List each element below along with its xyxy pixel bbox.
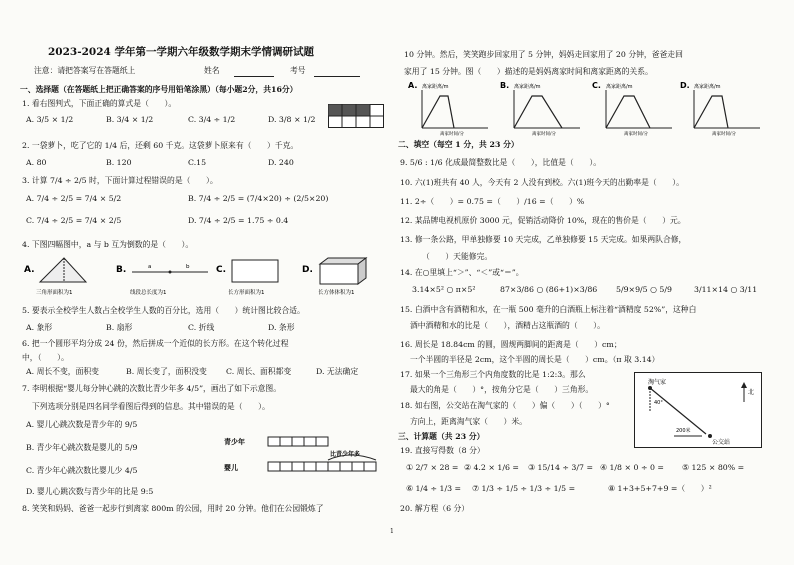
q6: 6. 把一个圆形平均分成 24 份，然后拼成一个近似的长方形。在这个转化过程 bbox=[22, 339, 289, 348]
q8-graphs bbox=[408, 80, 768, 136]
map-label-bus: 公交站 bbox=[712, 439, 731, 446]
q5-option-d[interactable]: D. 条形 bbox=[268, 323, 295, 332]
q4-label-c: 长方形面积为1 bbox=[228, 290, 265, 296]
q12: 12. 某品牌电视机原价 3000 元，促销活动降价 10%，现在的售价是（ ）元。 bbox=[400, 216, 686, 225]
q4: 4. 下图四幅图中，a 与 b 互为倒数的是（ ）。 bbox=[22, 240, 194, 249]
q7-option-b[interactable]: B. 青少年心跳次数是婴儿的 5/9 bbox=[26, 443, 138, 452]
q7-label-more: 比青少年多 bbox=[330, 451, 361, 458]
q8-cont-2: 家用了 15 分钟。图（ ）描述的是妈妈离家时间和离家距离的关系。 bbox=[404, 67, 653, 76]
q16-cont: 一个半圆的半径是 2cm，这个半圆的周长是（ ）cm。（π 取 3.14） bbox=[410, 355, 660, 364]
q1: 1. 看右图判式，下面正确的算式是（ ）。 bbox=[22, 99, 177, 108]
q4-figures bbox=[22, 254, 394, 302]
section-3-heading: 三、计算题（共 23 分） bbox=[398, 432, 485, 441]
graph-d-letter: D. bbox=[680, 81, 690, 90]
q2-option-b[interactable]: B. 120 bbox=[106, 158, 132, 167]
q5-option-b[interactable]: B. 扇形 bbox=[106, 323, 133, 332]
q7-option-d[interactable]: D. 婴儿心跳次数与青少年的比是 9:5 bbox=[26, 487, 154, 496]
q19-item-5[interactable]: ⑤ 125 × 80% = bbox=[682, 463, 745, 472]
q4-label-b: 线段总长度为1 bbox=[130, 290, 167, 296]
q2-option-c[interactable]: C.15 bbox=[188, 158, 207, 167]
q4-letter-c: C. bbox=[216, 265, 227, 275]
q20: 20. 解方程（6 分） bbox=[400, 504, 470, 513]
q19: 19. 直接写得数（8 分） bbox=[400, 446, 485, 455]
map-label-scale: 200米 bbox=[676, 428, 691, 434]
svg-text:b: b bbox=[186, 264, 190, 270]
q14: 14. 在○里填上“＞”、“＜”或“＝”。 bbox=[400, 268, 524, 277]
q16: 16. 周长是 18.84cm 的圆，圆规两脚间的距离是（ ）cm； bbox=[400, 340, 622, 349]
section-1-heading: 一、选择题（在答题纸上把正确答案的序号用铅笔涂黑）（每小题2分，共16分） bbox=[20, 85, 298, 94]
graph-b-letter: B. bbox=[500, 81, 510, 90]
q2-option-d[interactable]: D. 240 bbox=[268, 158, 294, 167]
q3-option-c[interactable]: C. 7/4 ÷ 2/5 = 7/4 × 2/5 bbox=[26, 216, 122, 225]
q2: 2. 一袋萝卜，吃了它的 1/4 后，还剩 60 千克。这袋萝卜原来有（ ）千克。 bbox=[22, 141, 299, 150]
q19-item-3[interactable]: ③ 15/14 ÷ 3/7 = bbox=[528, 463, 593, 472]
graph-a-xlabel: 离家时间/分 bbox=[440, 132, 465, 136]
exam-label: 考号 bbox=[290, 66, 306, 75]
name-blank[interactable] bbox=[234, 76, 274, 77]
section-2-heading: 二、填空（每空 1 分，共 23 分） bbox=[398, 140, 519, 149]
q1-option-b[interactable]: B. 3/4 × 1/2 bbox=[106, 115, 154, 124]
q19-item-7[interactable]: ⑦ 1/3 ÷ 1/5 ÷ 1/3 ÷ 1/5 = bbox=[472, 484, 576, 493]
name-label: 姓名 bbox=[204, 66, 220, 75]
q1-option-c[interactable]: C. 3/4 ÷ 1/2 bbox=[188, 115, 236, 124]
page-title: 2023-2024 学年第一学期六年级数学期末学情调研试题 bbox=[48, 46, 314, 58]
q7-label-teen: 青少年 bbox=[224, 438, 245, 446]
q19-item-6[interactable]: ⑥ 1/4 ÷ 1/3 = bbox=[406, 484, 462, 493]
q7-cont: 下列选项分别是四名同学看图后得到的信息。其中错误的是（ ）。 bbox=[32, 402, 270, 411]
q4-letter-a: A. bbox=[24, 265, 35, 275]
q6-option-c[interactable]: C. 周长、面积都变 bbox=[226, 367, 292, 376]
q14-item-2[interactable]: 87×3/86 ○ (86+1)×3/86 bbox=[500, 285, 598, 294]
graph-a-ylabel: 离家距离/m bbox=[422, 84, 449, 90]
graph-d bbox=[680, 81, 760, 136]
q5: 5. 要表示全校学生人数占全校学生人数的百分比，选用（ ）统计图比较合适。 bbox=[22, 306, 305, 315]
q6-option-b[interactable]: B. 周长变了，面积没变 bbox=[126, 367, 207, 376]
q8: 8. 笑笑和妈妈、爸爸一起步行到离家 800m 的公园，用时 20 分钟。他们在公园锻炼了 bbox=[22, 504, 324, 513]
graph-c bbox=[592, 81, 672, 136]
q5-option-c[interactable]: C. 折线 bbox=[188, 323, 215, 332]
q19-item-4[interactable]: ④ 1/8 × 0 ÷ 0 = bbox=[600, 463, 664, 472]
q3-option-a[interactable]: A. 7/4 ÷ 2/5 = 7/4 × 5/2 bbox=[26, 194, 122, 203]
q9: 9. 5/6 : 1/6 化成最简整数比是（ ），比值是（ ）。 bbox=[400, 158, 602, 167]
q7: 7. 李明根据“婴儿每分钟心跳的次数比青少年多 4/5”，画出了如下示意图。 bbox=[22, 384, 282, 393]
q3-option-d[interactable]: D. 7/4 ÷ 2/5 = 1.75 ÷ 0.4 bbox=[188, 216, 289, 225]
q1-option-d[interactable]: D. 3/8 × 1/2 bbox=[268, 115, 316, 124]
page-number: 1 bbox=[390, 528, 394, 535]
q6-cont: 中，（ ）。 bbox=[22, 353, 69, 362]
q7-option-c[interactable]: C. 青少年心跳次数比婴儿少 4/5 bbox=[26, 466, 138, 475]
q15-cont: 酒中酒精和水的比是（ ），酒精占这瓶酒的（ ）。 bbox=[410, 321, 605, 330]
q5-option-a[interactable]: A. 象形 bbox=[26, 323, 53, 332]
q18-map bbox=[634, 372, 762, 448]
svg-text:a: a bbox=[148, 264, 152, 270]
graph-a bbox=[408, 81, 488, 136]
q15: 15. 白酒中含有酒精和水，在一瓶 500 毫升的白酒瓶上标注着“酒精度 52%”，这种白 bbox=[400, 305, 697, 314]
q18: 18. 如右图，公交站在淘气家的（ ）偏（ ）（ ）° bbox=[400, 401, 610, 410]
q13: 13. 修一条公路，甲单独修要 10 天完成，乙单独修要 15 天完成。如果两队合修， bbox=[400, 235, 687, 244]
q14-item-3[interactable]: 5/9×9/5 ○ 5/9 bbox=[616, 285, 672, 294]
graph-c-ylabel: 离家距离/m bbox=[606, 84, 633, 90]
map-label-north: 北 bbox=[748, 389, 755, 396]
graph-d-xlabel: 离家时间/分 bbox=[712, 132, 737, 136]
q3: 3. 计算 7/4 ÷ 2/5 时，下面计算过程错误的是（ ）。 bbox=[22, 176, 218, 185]
q1-option-a[interactable]: A. 3/5 × 1/2 bbox=[26, 115, 74, 124]
q4-label-a: 三角形面积为1 bbox=[36, 290, 73, 296]
notice: 注意：请把答案写在答题纸上 bbox=[34, 66, 136, 75]
q14-item-4[interactable]: 3/11×14 ○ 3/11 bbox=[694, 285, 758, 294]
q11: 11. 2÷（ ）= 0.75 =（ ）/16 =（ ）% bbox=[400, 197, 585, 206]
graph-c-letter: C. bbox=[592, 81, 601, 90]
q6-option-a[interactable]: A. 周长不变，面积变 bbox=[26, 367, 99, 376]
q3-option-b[interactable]: B. 7/4 ÷ 2/5 = (7/4×20) ÷ (2/5×20) bbox=[188, 194, 329, 203]
map-label-home: 淘气家 bbox=[648, 379, 667, 386]
q4-letter-b: B. bbox=[116, 265, 127, 275]
q10: 10. 六(1)班共有 40 人，今天有 2 人没有到校。六(1)班今天的出勤率是（ ）。 bbox=[400, 178, 684, 187]
q19-item-2[interactable]: ② 4.2 × 1/6 = bbox=[464, 463, 519, 472]
q4-letter-d: D. bbox=[302, 265, 313, 275]
q17: 17. 如果一个三角形三个内角度数的比是 1:2:3。那么 bbox=[400, 370, 586, 379]
map-label-angle: 40° bbox=[654, 400, 663, 406]
q14-item-1[interactable]: 3.14×5² ○ π×5² bbox=[412, 285, 476, 294]
q7-bar-diagram bbox=[224, 434, 394, 484]
graph-b-xlabel: 离家时间/分 bbox=[532, 132, 557, 136]
q19-item-1[interactable]: ① 2/7 × 28 = bbox=[406, 463, 459, 472]
q8-cont-1: 10 分钟。然后，笑笑跑步回家用了 5 分钟，妈妈走回家用了 20 分钟，爸爸走回 bbox=[404, 50, 683, 59]
q13-cont: （ ）天能修完。 bbox=[422, 252, 493, 261]
q6-option-d[interactable]: D. 无法确定 bbox=[316, 367, 359, 376]
graph-c-xlabel: 离家时间/分 bbox=[624, 132, 649, 136]
q19-item-8[interactable]: ⑧ 1+3+5+7+9 =（ ）² bbox=[608, 484, 712, 493]
q1-figure bbox=[328, 104, 384, 128]
exam-blank[interactable] bbox=[314, 76, 360, 77]
graph-a-letter: A. bbox=[408, 81, 418, 90]
graph-b bbox=[500, 81, 580, 136]
q2-option-a[interactable]: A. 80 bbox=[26, 158, 47, 167]
q7-option-a[interactable]: A. 婴儿心跳次数是青少年的 9/5 bbox=[26, 420, 138, 429]
graph-d-ylabel: 离家距离/m bbox=[694, 84, 721, 90]
q4-label-d: 长方体体积为1 bbox=[318, 290, 355, 296]
q7-label-baby: 婴儿 bbox=[224, 464, 238, 472]
q17-cont: 最大的角是（ ）°，按角分它是（ ）三角形。 bbox=[410, 385, 594, 394]
graph-b-ylabel: 离家距离/m bbox=[514, 84, 541, 90]
q18-cont: 方向上，距离淘气家（ ）米。 bbox=[410, 417, 527, 426]
